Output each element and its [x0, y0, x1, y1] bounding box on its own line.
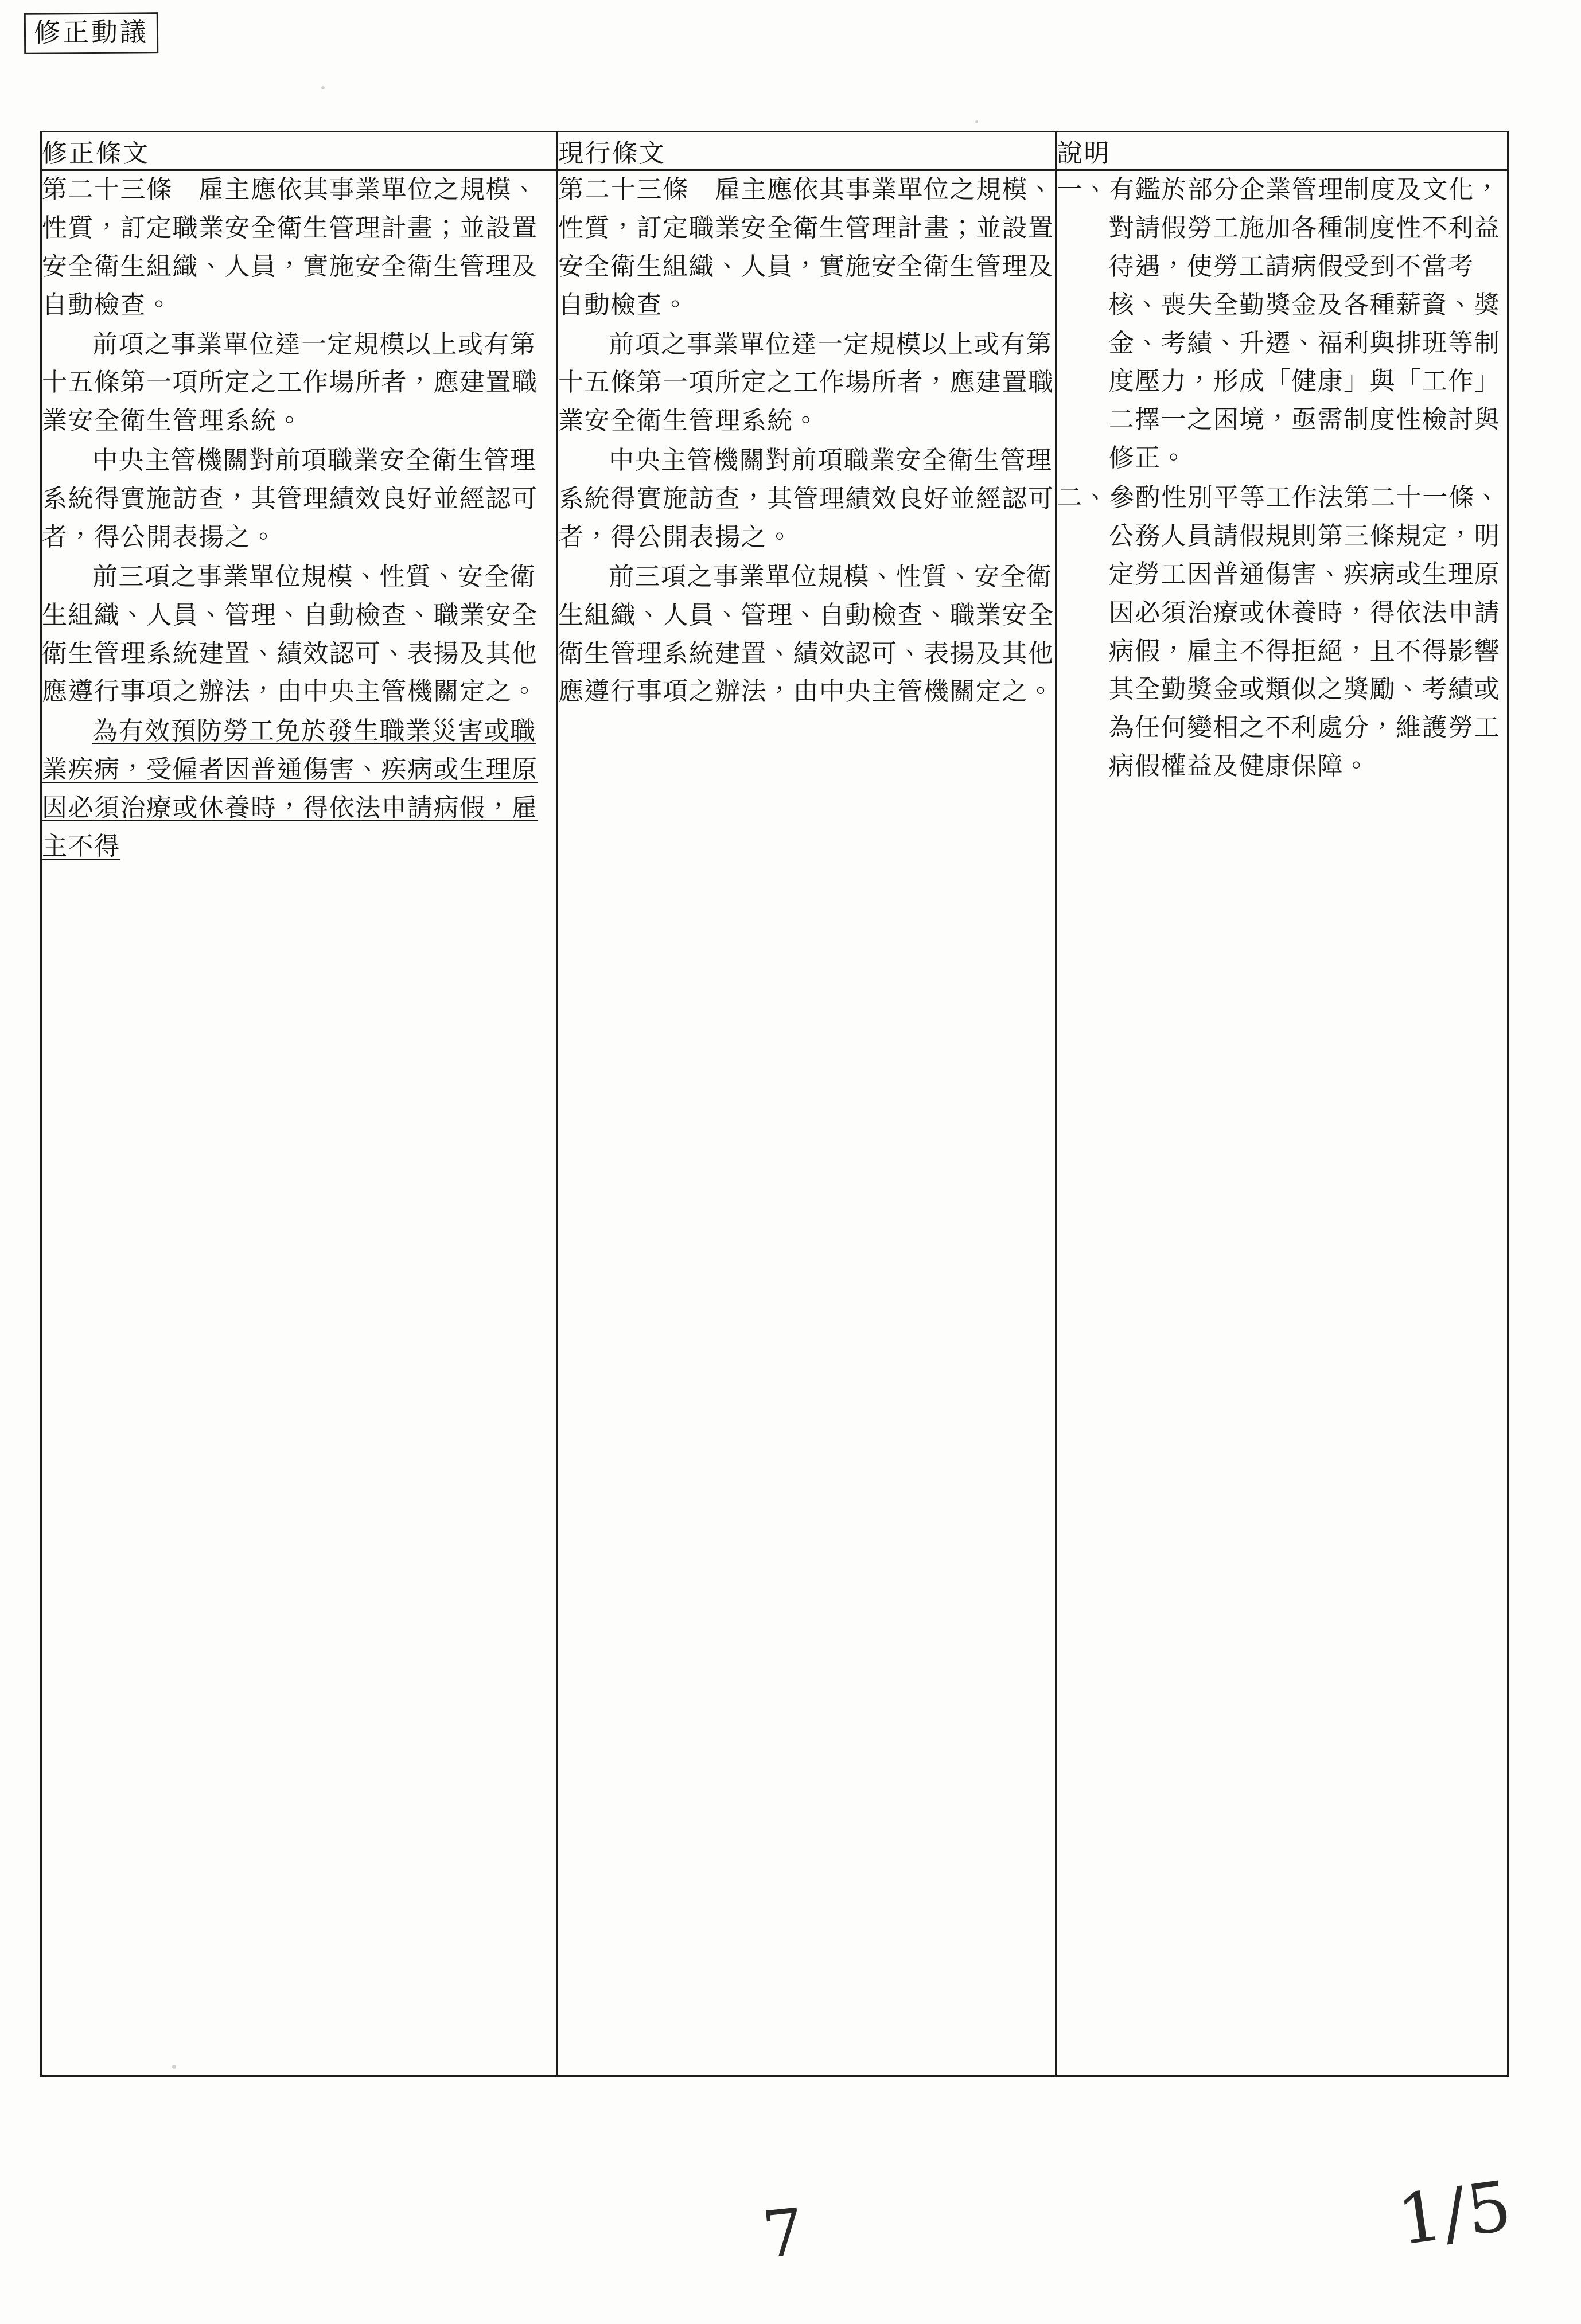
paragraph-new-insert: 為有效預防勞工免於發生職業災害或職業疾病，受僱者因普通傷害、疾病或生理原因必須治療或休養時，得依法申請病假，雇主不得	[42, 716, 538, 861]
explanation-item: 二、參酌性別平等工作法第二十一條、公務人員請假規則第三條規定，明定勞工因普通傷害、疾病或生理原因必須治療或休養時，得依法申請病假，雇主不得拒絕，且不得影響其全勤獎金或類似之獎勵、考績或為任何變相之不利處分，維護勞工病假權益及健康保障。	[1057, 483, 1501, 781]
paragraph: 前三項之事業單位規模、性質、安全衛生組織、人員、管理、自動檢查、職業安全衛生管理系統建置、績效認可、表揚及其他應遵行事項之辦法，由中央主管機關定之。	[558, 561, 1054, 707]
cell-current-text	[558, 170, 1056, 2076]
cell-amended-text	[41, 170, 558, 2076]
amendment-motion-stamp: 修正動議	[24, 12, 158, 54]
cell-explanation-text	[1056, 170, 1508, 2076]
paragraph: 前項之事業單位達一定規模以上或有第十五條第一項所定之工作場所者，應建置職業安全衛生管理系統。	[558, 329, 1054, 436]
comparison-table-wrapper	[40, 131, 1509, 2077]
paragraph: 前項之事業單位達一定規模以上或有第十五條第一項所定之工作場所者，應建置職業安全衛生管理系統。	[42, 329, 538, 436]
table-header-row	[41, 132, 1508, 170]
column-header-amended: 修正條文	[41, 132, 558, 170]
paragraph: 中央主管機關對前項職業安全衛生管理系統得實施訪查，其管理績效良好並經認可者，得公開表揚之。	[42, 446, 538, 552]
column-header-explanation: 說明	[1056, 132, 1508, 170]
paragraph: 第二十三條 雇主應依其事業單位之規模、性質，訂定職業安全衛生管理計畫；並設置安全衛生組織、人員，實施安全衛生管理及自動檢查。	[42, 175, 538, 319]
paragraph: 第二十三條 雇主應依其事業單位之規模、性質，訂定職業安全衛生管理計畫；並設置安全衛生組織、人員，實施安全衛生管理及自動檢查。	[558, 175, 1054, 319]
table-body-row	[41, 170, 1508, 2076]
handwritten-page-fraction: 1/5	[1393, 2166, 1517, 2261]
scan-speck	[975, 120, 978, 123]
paragraph: 中央主管機關對前項職業安全衛生管理系統得實施訪查，其管理績效良好並經認可者，得公開表揚之。	[558, 446, 1054, 552]
scan-speck	[321, 86, 325, 89]
scan-speck	[172, 2065, 176, 2069]
column-header-current: 現行條文	[558, 132, 1056, 170]
handwritten-page-number: 7	[759, 2194, 808, 2274]
comparison-table	[40, 131, 1509, 2077]
paragraph: 前三項之事業單位規模、性質、安全衛生組織、人員、管理、自動檢查、職業安全衛生管理系統建置、績效認可、表揚及其他應遵行事項之辦法，由中央主管機關定之。	[42, 561, 538, 707]
explanation-item: 一、有鑑於部分企業管理制度及文化，對請假勞工施加各種制度性不利益待遇，使勞工請病假受到不當考核、喪失全勤獎金及各種薪資、獎金、考績、升遷、福利與排班等制度壓力，形成「健康」與「工作」二擇一之困境，亟需制度性檢討與修正。	[1057, 175, 1501, 473]
